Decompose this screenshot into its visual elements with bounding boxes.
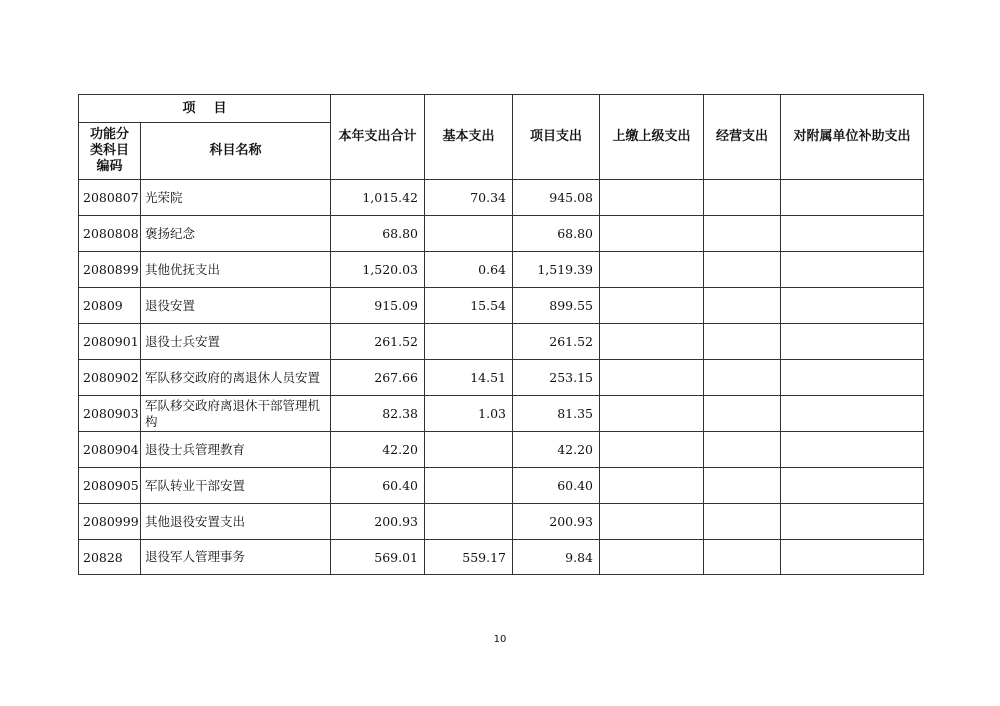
table-row	[79, 216, 924, 252]
cell-code: 2080903	[79, 396, 141, 432]
table-row	[79, 468, 924, 504]
table-row	[79, 432, 924, 468]
cell-code: 20828	[79, 540, 141, 575]
cell-operating	[704, 540, 781, 575]
cell-subsidy	[781, 360, 924, 396]
cell-name: 军队转业干部安置	[141, 468, 331, 504]
header-code: 功能分类科目编码	[79, 123, 141, 180]
table-row	[79, 252, 924, 288]
cell-code: 2080904	[79, 432, 141, 468]
table-row	[79, 396, 924, 432]
cell-operating	[704, 504, 781, 540]
cell-item: 261.52	[513, 324, 600, 360]
page-number: 10	[493, 634, 507, 645]
table-row	[79, 360, 924, 396]
cell-code: 2080901	[79, 324, 141, 360]
cell-code: 2080899	[79, 252, 141, 288]
cell-basic	[425, 468, 513, 504]
cell-name: 褒扬纪念	[141, 216, 331, 252]
header-total: 本年支出合计	[331, 95, 425, 180]
cell-operating	[704, 324, 781, 360]
cell-total: 915.09	[331, 288, 425, 324]
cell-remit	[600, 432, 704, 468]
header-subsidy: 对附属单位补助支出	[781, 95, 924, 180]
cell-subsidy	[781, 324, 924, 360]
cell-code: 2080999	[79, 504, 141, 540]
cell-operating	[704, 432, 781, 468]
cell-basic: 15.54	[425, 288, 513, 324]
cell-basic: 559.17	[425, 540, 513, 575]
cell-subsidy	[781, 216, 924, 252]
cell-operating	[704, 360, 781, 396]
header-row-top	[79, 95, 924, 123]
cell-operating	[704, 396, 781, 432]
cell-code: 2080808	[79, 216, 141, 252]
cell-remit	[600, 504, 704, 540]
cell-total: 1,015.42	[331, 180, 425, 216]
cell-subsidy	[781, 180, 924, 216]
table-row	[79, 288, 924, 324]
cell-total: 267.66	[331, 360, 425, 396]
cell-operating	[704, 216, 781, 252]
cell-remit	[600, 324, 704, 360]
cell-code: 2080905	[79, 468, 141, 504]
cell-subsidy	[781, 540, 924, 575]
cell-name: 其他退役安置支出	[141, 504, 331, 540]
cell-basic	[425, 504, 513, 540]
cell-remit	[600, 180, 704, 216]
cell-code: 2080807	[79, 180, 141, 216]
cell-basic: 14.51	[425, 360, 513, 396]
cell-item: 253.15	[513, 360, 600, 396]
cell-operating	[704, 288, 781, 324]
cell-name: 军队移交政府离退休干部管理机构	[141, 396, 331, 432]
table-row	[79, 180, 924, 216]
cell-total: 42.20	[331, 432, 425, 468]
cell-name: 军队移交政府的离退休人员安置	[141, 360, 331, 396]
cell-code: 2080902	[79, 360, 141, 396]
cell-item: 81.35	[513, 396, 600, 432]
expenditure-table	[78, 94, 924, 575]
table-row	[79, 540, 924, 575]
cell-total: 569.01	[331, 540, 425, 575]
cell-remit	[600, 288, 704, 324]
cell-basic	[425, 216, 513, 252]
cell-item: 60.40	[513, 468, 600, 504]
cell-remit	[600, 252, 704, 288]
cell-basic: 0.64	[425, 252, 513, 288]
cell-name: 退役军人管理事务	[141, 540, 331, 575]
cell-name: 退役士兵安置	[141, 324, 331, 360]
cell-item: 945.08	[513, 180, 600, 216]
cell-operating	[704, 180, 781, 216]
header-project: 项 目	[79, 95, 331, 123]
cell-basic: 1.03	[425, 396, 513, 432]
cell-item: 42.20	[513, 432, 600, 468]
cell-remit	[600, 540, 704, 575]
table-row	[79, 504, 924, 540]
cell-subsidy	[781, 252, 924, 288]
cell-basic: 70.34	[425, 180, 513, 216]
header-name: 科目名称	[141, 123, 331, 180]
cell-code: 20809	[79, 288, 141, 324]
cell-name: 其他优抚支出	[141, 252, 331, 288]
cell-item: 9.84	[513, 540, 600, 575]
cell-remit	[600, 468, 704, 504]
cell-item: 1,519.39	[513, 252, 600, 288]
cell-total: 82.38	[331, 396, 425, 432]
cell-basic	[425, 432, 513, 468]
cell-name: 退役士兵管理教育	[141, 432, 331, 468]
cell-operating	[704, 252, 781, 288]
header-basic: 基本支出	[425, 95, 513, 180]
cell-item: 68.80	[513, 216, 600, 252]
cell-item: 899.55	[513, 288, 600, 324]
header-item: 项目支出	[513, 95, 600, 180]
cell-subsidy	[781, 468, 924, 504]
cell-remit	[600, 360, 704, 396]
cell-remit	[600, 396, 704, 432]
cell-total: 68.80	[331, 216, 425, 252]
header-remit: 上缴上级支出	[600, 95, 704, 180]
cell-total: 60.40	[331, 468, 425, 504]
cell-total: 200.93	[331, 504, 425, 540]
cell-total: 261.52	[331, 324, 425, 360]
table-row	[79, 324, 924, 360]
cell-name: 退役安置	[141, 288, 331, 324]
cell-total: 1,520.03	[331, 252, 425, 288]
cell-subsidy	[781, 288, 924, 324]
cell-item: 200.93	[513, 504, 600, 540]
cell-subsidy	[781, 396, 924, 432]
cell-remit	[600, 216, 704, 252]
cell-operating	[704, 468, 781, 504]
header-operating: 经营支出	[704, 95, 781, 180]
cell-basic	[425, 324, 513, 360]
cell-name: 光荣院	[141, 180, 331, 216]
cell-subsidy	[781, 504, 924, 540]
cell-subsidy	[781, 432, 924, 468]
